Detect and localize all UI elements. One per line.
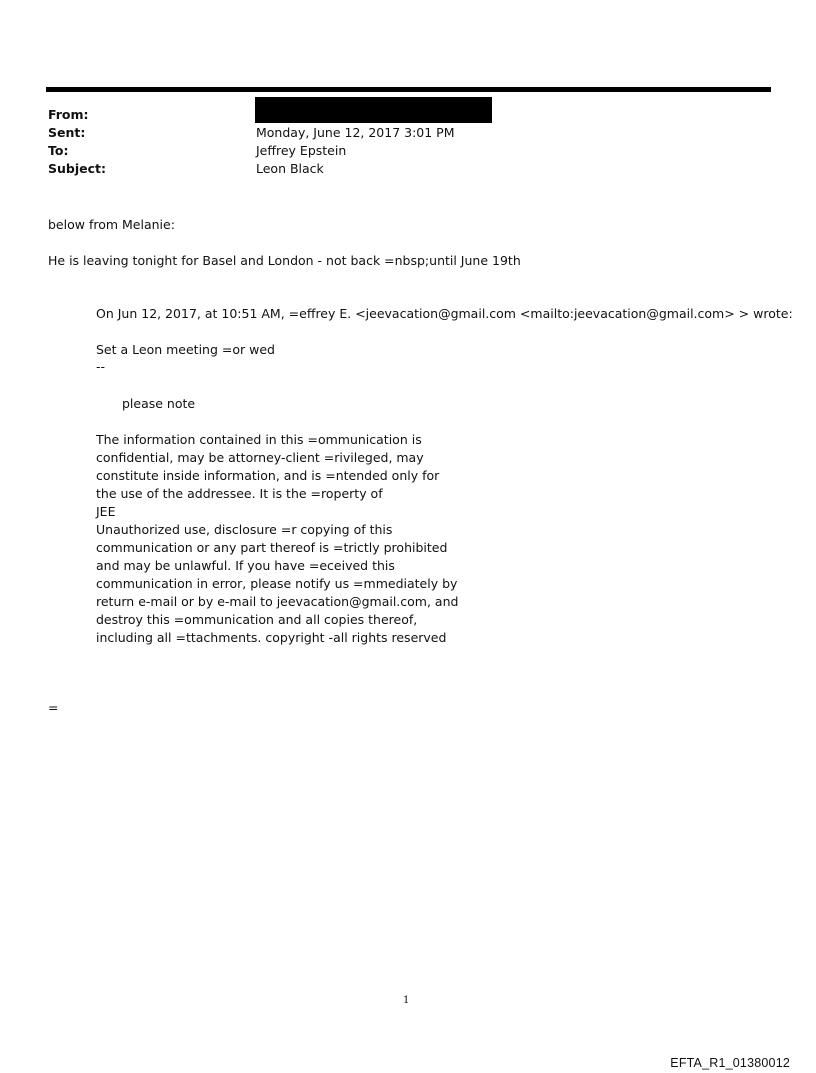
sent-row: [48, 124, 748, 142]
redaction-box: [255, 97, 492, 123]
sent-value: Monday, June 12, 2017 3:01 PM: [256, 125, 455, 140]
body-line-2: He is leaving tonight for Basel and London - not back =nbsp;until June 19th: [48, 253, 521, 268]
from-row: [48, 106, 748, 124]
disclaimer-line: confidential, may be attorney-client =rivileged, may: [96, 450, 424, 465]
sent-label: Sent:: [48, 125, 86, 140]
disclaimer-line: communication or any part thereof is =trictly prohibited: [96, 540, 448, 555]
trailing-equals: =: [48, 700, 59, 715]
disclaimer-line: The information contained in this =ommunication is: [96, 432, 422, 447]
quoted-message: Set a Leon meeting =or wed: [96, 342, 275, 357]
email-header: [48, 106, 748, 178]
to-label: To:: [48, 143, 69, 158]
signature-separator: --: [96, 359, 106, 374]
please-note-text: please note: [122, 396, 196, 411]
body-line-1: below from Melanie:: [48, 217, 175, 232]
confidentiality-disclaimer: [96, 431, 459, 647]
disclaimer-line: and may be unlawful. If you have =eceived this: [96, 558, 395, 573]
from-label: From:: [48, 107, 89, 122]
subject-row: [48, 160, 748, 178]
disclaimer-line: JEE: [96, 504, 116, 519]
page-number: 1: [403, 995, 410, 1006]
disclaimer-line: constitute inside information, and is =ntended only for: [96, 468, 440, 483]
to-row: [48, 142, 748, 160]
to-value: Jeffrey Epstein: [256, 143, 347, 158]
disclaimer-line: Unauthorized use, disclosure =r copying of this: [96, 522, 393, 537]
disclaimer-line: return e-mail or by e-mail to jeevacation@gmail.com, and: [96, 594, 459, 609]
disclaimer-line: communication in error, please notify us =mmediately by: [96, 576, 458, 591]
disclaimer-line: the use of the addressee. It is the =roperty of: [96, 486, 383, 501]
disclaimer-line: destroy this =ommunication and all copies thereof,: [96, 612, 418, 627]
header-rule: [46, 87, 771, 92]
disclaimer-line: including all =ttachments. copyright -all rights reserved: [96, 630, 447, 645]
subject-label: Subject:: [48, 161, 106, 176]
quoted-attribution: On Jun 12, 2017, at 10:51 AM, =effrey E. <jeevacation@gmail.com <mailto:jeevacation@gmail.com> > wrote:: [96, 306, 793, 321]
bates-number: EFTA_R1_01380012: [670, 1056, 790, 1070]
subject-value: Leon Black: [256, 161, 324, 176]
